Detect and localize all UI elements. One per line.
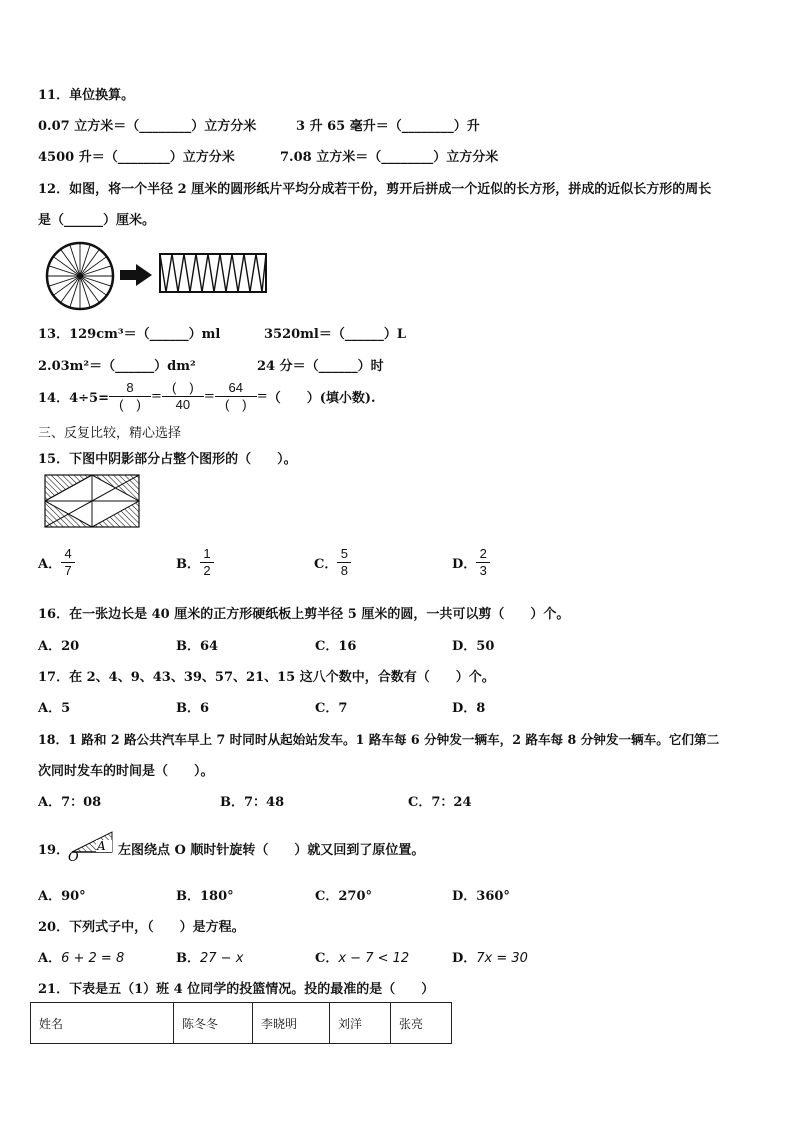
- q20-option-a-label: A．: [38, 951, 62, 966]
- q15-option-a-num: 4: [61, 546, 75, 563]
- q20-option-d-expr: 7x = 30: [476, 951, 528, 966]
- q17-option-b[interactable]: B．6: [176, 701, 210, 716]
- q14-f1-num: 8: [109, 380, 151, 397]
- q15-option-c-label: C．: [314, 557, 338, 572]
- q16-option-c[interactable]: C．16: [315, 639, 357, 654]
- q15-options: [38, 546, 590, 579]
- q14-eq-3: =: [256, 389, 268, 404]
- q13-item-d: 24 分＝（______）时: [257, 359, 384, 374]
- q20-option-a[interactable]: [38, 947, 124, 966]
- q20-option-a-expr: 6 + 2 = 8: [61, 951, 125, 966]
- q14-eq-1: =: [150, 389, 162, 404]
- q20-option-d[interactable]: [452, 947, 528, 966]
- q18-option-c[interactable]: C．7：24: [408, 795, 472, 810]
- q12-line1: 12．如图，将一个半径 2 厘米的圆形纸片平均分成若干份，剪开后拼成一个近似的长方形，拼成的近似长方形的周长: [38, 182, 712, 197]
- q14-f2-den: 40: [175, 397, 191, 412]
- q15-option-b-label: B．: [176, 557, 200, 572]
- q12-circle-figure: [44, 240, 274, 312]
- q14-f2-num: ( ): [162, 380, 204, 397]
- table-header-cell: 张亮: [391, 1003, 452, 1044]
- q11-item-c: 4500 升＝（________）立方分米: [38, 150, 235, 165]
- q21-table: [30, 1002, 452, 1044]
- q15-option-a-label: A．: [38, 557, 62, 572]
- section-3-heading: 三、反复比较，精心选择: [38, 426, 182, 441]
- q20-option-b[interactable]: [176, 947, 243, 966]
- q13-item-c: 2.03m²＝（______）dm²: [38, 359, 196, 374]
- q16-option-a[interactable]: A．20: [38, 639, 80, 654]
- q12-line2: 是（______）厘米。: [38, 213, 156, 228]
- q19-text: 左图绕点 O 顺时针旋转（ ）就又回到了原位置。: [118, 843, 425, 858]
- q15-shaded-figure: [44, 474, 140, 528]
- q15-option-d[interactable]: [452, 546, 590, 579]
- q14-prefix: 14．4÷5=: [38, 391, 109, 406]
- q19-number: 19．: [38, 843, 70, 858]
- q20-option-c-label: C．: [315, 951, 339, 966]
- q19-label-a: A: [97, 839, 106, 853]
- q14-f3-num: 64: [215, 380, 257, 397]
- q20-option-b-label: B．: [176, 951, 200, 966]
- q20-option-d-label: D．: [452, 951, 477, 966]
- q20-title: 20．下列式子中，（ ）是方程。: [38, 920, 245, 935]
- q19-label-o: O: [68, 850, 79, 862]
- q20-option-c-expr: x − 7 < 12: [338, 951, 410, 966]
- q14-eq-2: =: [203, 389, 215, 404]
- q15-title: 15．下图中阴影部分占整个图形的（ ）。: [38, 452, 297, 467]
- q14-f1-den: ( ): [119, 397, 141, 412]
- table-header-cell: 刘洋: [330, 1003, 391, 1044]
- q16-option-b[interactable]: B．64: [176, 639, 219, 654]
- q19-option-d[interactable]: D．360°: [452, 889, 510, 904]
- q14-f3-den: ( ): [224, 397, 247, 412]
- q15-option-b-num: 1: [200, 546, 214, 563]
- q19-option-b[interactable]: B．180°: [176, 889, 234, 904]
- q14-row: [38, 380, 376, 413]
- table-row: [31, 1003, 452, 1044]
- q14-fraction-2: [162, 380, 204, 413]
- q13-item-b: 3520ml＝（______）L: [264, 327, 407, 342]
- q18-line1: 18．1 路和 2 路公共汽车早上 7 时同时从起始站发车。1 路车每 6 分钟发一辆车，2 路车每 8 分钟发一辆车。它们第二: [38, 732, 720, 747]
- q14-suffix: （ ）(填小数).: [267, 391, 376, 406]
- q15-option-d-num: 2: [476, 546, 490, 563]
- q17-option-c[interactable]: C．7: [315, 701, 348, 716]
- q16-title: 16．在一张边长是 40 厘米的正方形硬纸板上剪半径 5 厘米的圆，一共可以剪（ ）个。: [38, 607, 570, 622]
- q15-option-a[interactable]: [38, 546, 176, 579]
- q15-option-d-den: 3: [479, 563, 487, 578]
- q14-fraction-3: [215, 380, 257, 413]
- q18-option-a[interactable]: A．7：08: [38, 795, 102, 810]
- q16-option-d[interactable]: D．50: [452, 639, 495, 654]
- q17-option-a[interactable]: A．5: [38, 701, 71, 716]
- q20-option-c[interactable]: [315, 947, 409, 966]
- table-header-cell: 陈冬冬: [174, 1003, 253, 1044]
- q20-option-b-expr: 27 − x: [200, 951, 244, 966]
- q13-item-a: 13．129cm³＝（______）ml: [38, 327, 221, 342]
- q15-option-c-den: 8: [340, 563, 348, 578]
- q18-option-b[interactable]: B．7：48: [220, 795, 285, 810]
- q15-option-a-den: 7: [64, 563, 72, 578]
- q19-option-c[interactable]: C．270°: [315, 889, 372, 904]
- q11-item-b: 3 升 65 毫升＝（________）升: [296, 119, 480, 134]
- q15-option-c-num: 5: [337, 546, 351, 563]
- table-header-cell: 李晓明: [253, 1003, 330, 1044]
- q15-option-d-label: D．: [452, 557, 477, 572]
- q11-title: 11．单位换算。: [38, 88, 135, 103]
- table-header-cell: 姓名: [31, 1003, 174, 1044]
- q15-option-b-den: 2: [203, 563, 211, 578]
- q19-rotation-figure: [66, 826, 116, 862]
- q19-option-a[interactable]: A．90°: [38, 889, 86, 904]
- q18-line2: 次同时发车的时间是（ ）。: [38, 764, 214, 779]
- q14-fraction-1: [109, 380, 151, 413]
- q21-title: 21．下表是五（1）班 4 位同学的投篮情况。投的最准的是（ ）: [38, 982, 435, 997]
- q17-option-d[interactable]: D．8: [452, 701, 486, 716]
- q11-item-a: 0.07 立方米＝（________）立方分米: [38, 119, 257, 134]
- q15-option-b[interactable]: [176, 546, 314, 579]
- q11-item-d: 7.08 立方米＝（________）立方分米: [280, 150, 499, 165]
- q17-title: 17．在 2、4、9、43、39、57、21、15 这八个数中，合数有（ ）个。: [38, 670, 495, 685]
- q15-option-c[interactable]: [314, 546, 452, 579]
